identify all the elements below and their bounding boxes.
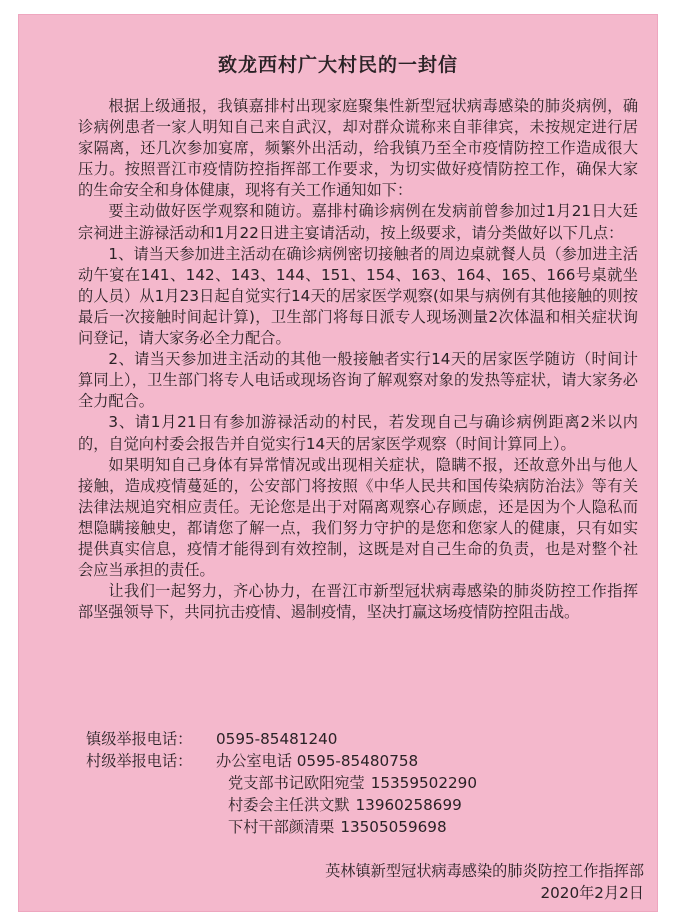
contact-person-role: 村委会主任洪文默 [228, 796, 350, 814]
contact-person-phone: 13960258699 [355, 796, 462, 814]
letter-title: 致龙西村广大村民的一封信 [217, 54, 458, 76]
village-hotline-label: 村级举报电话： [86, 752, 193, 770]
village-office-phone: 办公室电话 0595-85480758 [216, 752, 419, 770]
signature-date: 2020年2月2日 [540, 884, 644, 902]
village-hotline [86, 750, 606, 772]
town-hotline-label: 镇级举报电话： [86, 730, 193, 748]
letter-body [78, 96, 638, 623]
signature-block [325, 860, 644, 904]
contact-person-role: 党支部书记欧阳宛莹 [228, 774, 365, 792]
town-hotline [86, 728, 606, 750]
contact-person [86, 816, 606, 838]
paragraph-closing: 让我们一起努力，齐心协力，在晋江市新型冠状病毒感染的肺炎防控工作指挥部坚强领导下，共同抗击疫情、遏制疫情，坚决打赢这场疫情防控阻击战。 [78, 582, 638, 622]
contact-person [86, 794, 606, 816]
paragraph-observation: 要主动做好医学观察和随访。嘉排村确诊病例在发病前曾参加过1月21日大廷宗祠进主游禄活动和1月22日进主宴请活动，按上级要求，请分类做好以下几点： [78, 202, 638, 242]
paragraph-item-1: 1、请当天参加进主活动在确诊病例密切接触者的周边桌就餐人员（参加进主活动午宴在141、142、143、144、151、154、163、164、165、166号桌就坐的人员）从1月23日起自觉实行14天的居家医学观察(如果与病例有其他接触的则按最后一次接触时间起计算)，卫生部门将每日派专人现场测量2次体温和相关症状询问登记，请大家务必全力配合。 [78, 244, 638, 348]
paragraph-warning: 如果明知自己身体有异常情况或出现相关症状，隐瞒不报，还故意外出与他人接触，造成疫情蔓延的，公安部门将按照《中华人民共和国传染病防治法》等有关法律法规追究相应责任。无论您是出于对隔离观察心存顾虑，还是因为个人隐私而想隐瞒接触史，都请您了解一点，我们努力守护的是您和您家人的健康，只有如实提供真实信息，疫情才能得到有效控制，这既是对自己生命的负责，也是对整个社会应当承担的责任。 [78, 455, 638, 580]
contact-person-phone: 15359502290 [370, 774, 477, 792]
paragraph-intro: 根据上级通报，我镇嘉排村出现家庭聚集性新型冠状病毒感染的肺炎病例，确诊病例患者一家人明知自己来自武汉，却对群众谎称来自菲律宾，未按规定进行居家隔离，还几次参加宴席，频繁外出活动，给我镇乃至全市疫情防控工作造成很大压力。按照晋江市疫情防控指挥部工作要求，为切实做好疫情防控工作，确保大家的生命安全和身体健康，现将有关工作通知如下： [78, 97, 638, 200]
paragraph-item-3: 3、请1月21日有参加游禄活动的村民，若发现自己与确诊病例距离2米以内的，自觉向村委会报告并自觉实行14天的居家医学观察（时间计算同上）。 [78, 413, 638, 453]
contact-person-phone: 13505059698 [340, 818, 447, 836]
contact-block [86, 728, 606, 838]
town-hotline-phone: 0595-85481240 [216, 730, 338, 748]
contact-person [86, 772, 606, 794]
letter-sheet [18, 14, 658, 912]
contact-person-role: 下村干部颜清栗 [228, 818, 335, 836]
paragraph-item-2: 2、请当天参加进主活动的其他一般接触者实行14天的居家医学随访（时间计算同上），卫生部门将专人电话或现场咨询了解观察对象的发热等症状，请大家务必全力配合。 [78, 350, 638, 411]
signature-org: 英林镇新型冠状病毒感染的肺炎防控工作指挥部 [325, 862, 644, 880]
